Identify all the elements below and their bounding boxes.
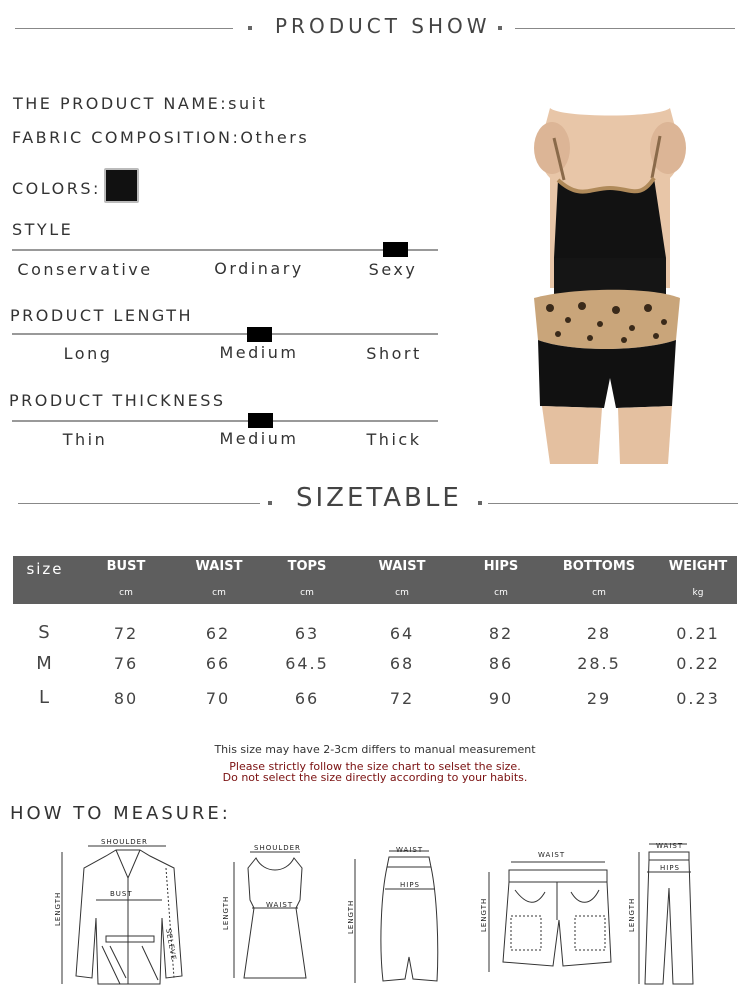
scale-title-style: STYLE bbox=[12, 220, 74, 239]
option-ordinary: Ordinary bbox=[214, 259, 304, 278]
col-unit-hips: cm bbox=[494, 588, 508, 598]
option-medium-length: Medium bbox=[219, 343, 299, 362]
header-rule-left bbox=[15, 28, 233, 29]
fabric-value: Others bbox=[240, 128, 310, 147]
col-header-bottoms: BOTTOMS bbox=[562, 559, 636, 574]
sizetable-rule-left bbox=[18, 503, 260, 504]
shorts-length-label: LENGTH bbox=[480, 897, 488, 932]
col-unit-waist-bottom: cm bbox=[395, 588, 409, 598]
product-name-value: suit bbox=[228, 94, 268, 113]
size-table-header bbox=[13, 556, 737, 604]
product-photo bbox=[520, 108, 700, 468]
col-header-waist: WAIST bbox=[195, 559, 243, 574]
option-thin: Thin bbox=[62, 430, 108, 449]
table-cell: 72 bbox=[389, 689, 415, 708]
pants-hips-label: HIPS bbox=[660, 864, 680, 872]
skirt-waist-label: WAIST bbox=[396, 846, 424, 854]
table-cell: 28 bbox=[586, 624, 612, 643]
table-cell: 72 bbox=[113, 624, 139, 643]
jacket-drawing bbox=[62, 838, 212, 988]
fabric-composition bbox=[12, 128, 309, 147]
col-header-waist-bottom: WAIST bbox=[378, 559, 426, 574]
jacket-bust-label: BUST bbox=[110, 890, 133, 898]
product-name-label: THE PRODUCT NAME: bbox=[13, 94, 229, 113]
dress-waist-label: WAIST bbox=[266, 901, 294, 909]
size-chart-warning: Please strictly follow the size chart to selset the size. bbox=[229, 760, 521, 773]
table-cell: 86 bbox=[488, 654, 514, 673]
table-cell: 68 bbox=[389, 654, 415, 673]
shorts-drawing bbox=[487, 850, 607, 980]
header-dot-left bbox=[248, 26, 252, 30]
page-title: PRODUCT SHOW bbox=[275, 14, 491, 38]
scale-line-style bbox=[12, 249, 438, 251]
option-conservative: Conservative bbox=[17, 260, 153, 279]
table-cell: 0.21 bbox=[676, 624, 720, 643]
sizetable-dot-right bbox=[478, 501, 482, 505]
option-short: Short bbox=[366, 344, 422, 363]
dress-drawing bbox=[230, 840, 310, 980]
table-cell: 66 bbox=[205, 654, 231, 673]
pants-drawing bbox=[635, 838, 705, 988]
colors-label: COLORS: bbox=[12, 179, 101, 198]
dress-shoulder-label: SHOULDER bbox=[254, 844, 301, 852]
dress-length-label: LENGTH bbox=[222, 895, 230, 930]
option-long: Long bbox=[63, 344, 113, 363]
table-cell: 64 bbox=[389, 624, 415, 643]
scale-marker-length bbox=[247, 327, 272, 342]
color-swatch-black[interactable] bbox=[104, 168, 139, 203]
jacket-shoulder-label: SHOULDER bbox=[101, 838, 148, 846]
table-cell: 63 bbox=[294, 624, 320, 643]
table-cell: 64.5 bbox=[285, 654, 329, 673]
col-header-hips: HIPS bbox=[483, 559, 519, 574]
col-header-tops: TOPS bbox=[287, 559, 327, 574]
scale-marker-style bbox=[383, 242, 408, 257]
col-unit-waist: cm bbox=[212, 588, 226, 598]
row-size: S bbox=[38, 622, 52, 643]
jacket-sleeve-label: SELEVE bbox=[164, 928, 178, 962]
col-header-bust: BUST bbox=[106, 559, 146, 574]
row-size: L bbox=[38, 687, 52, 708]
option-thick: Thick bbox=[366, 430, 422, 449]
shorts-waist-label: WAIST bbox=[538, 851, 566, 859]
table-cell: 28.5 bbox=[577, 654, 621, 673]
table-cell: 82 bbox=[488, 624, 514, 643]
row-size: M bbox=[36, 653, 54, 674]
table-cell: 80 bbox=[113, 689, 139, 708]
scale-line-thickness bbox=[12, 420, 438, 422]
col-unit-bust: cm bbox=[119, 588, 133, 598]
measurement-note: This size may have 2-3cm differs to manual measurement bbox=[214, 743, 536, 756]
table-cell: 29 bbox=[586, 689, 612, 708]
table-cell: 0.22 bbox=[676, 654, 720, 673]
how-to-measure-title: HOW TO MEASURE: bbox=[10, 803, 231, 824]
pants-waist-label: WAIST bbox=[656, 842, 684, 850]
sizetable-rule-right bbox=[488, 503, 738, 504]
skirt-length-label: LENGTH bbox=[347, 899, 355, 934]
col-unit-tops: cm bbox=[300, 588, 314, 598]
scale-line-length bbox=[12, 333, 438, 335]
table-cell: 66 bbox=[294, 689, 320, 708]
table-cell: 70 bbox=[205, 689, 231, 708]
scale-title-length: PRODUCT LENGTH bbox=[10, 306, 194, 325]
table-cell: 76 bbox=[113, 654, 139, 673]
scale-title-thickness: PRODUCT THICKNESS bbox=[9, 391, 226, 410]
fabric-label: FABRIC COMPOSITION: bbox=[12, 128, 241, 147]
sizetable-title: SIZETABLE bbox=[296, 483, 462, 513]
size-col-header: size bbox=[26, 560, 64, 578]
habit-warning: Do not select the size directly according to your habits. bbox=[222, 771, 528, 784]
option-medium-thickness: Medium bbox=[219, 429, 299, 448]
col-unit-bottoms: cm bbox=[592, 588, 606, 598]
scale-marker-thickness bbox=[248, 413, 273, 428]
col-header-weight: WEIGHT bbox=[668, 559, 728, 574]
product-name bbox=[13, 94, 267, 113]
skirt-drawing bbox=[355, 845, 435, 985]
header-rule-right bbox=[515, 28, 735, 29]
table-cell: 62 bbox=[205, 624, 231, 643]
table-cell: 0.23 bbox=[676, 689, 720, 708]
header-dot-right bbox=[498, 26, 502, 30]
pants-length-label: LENGTH bbox=[628, 897, 636, 932]
table-cell: 90 bbox=[488, 689, 514, 708]
sizetable-dot-left bbox=[268, 501, 272, 505]
jacket-length-label: LENGTH bbox=[54, 891, 62, 926]
col-unit-weight: kg bbox=[692, 588, 704, 598]
skirt-hips-label: HIPS bbox=[400, 881, 420, 889]
option-sexy: Sexy bbox=[368, 260, 418, 279]
